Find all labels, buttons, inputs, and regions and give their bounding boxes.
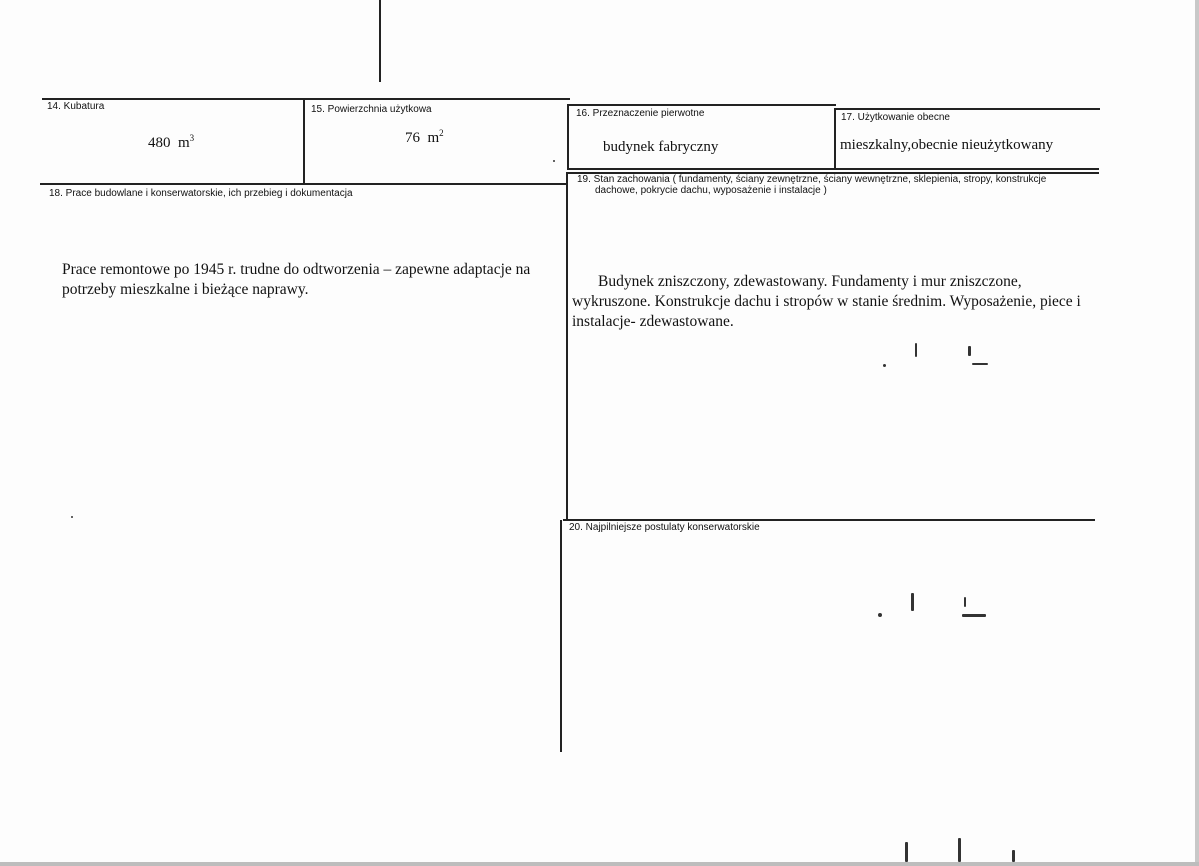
field-14-label: 14. Kubatura bbox=[47, 101, 105, 112]
field-20-label: 20. Najpilniejsze postulaty konserwatorskie bbox=[569, 522, 760, 533]
scan-speck bbox=[883, 364, 886, 367]
field-19-value: Budynek zniszczony, zdewastowany. Fundamenty i mur zniszczone, wykruszone. Konstrukcje dachu i stropów w stanie średnim. Wyposażenie, piece i instalacje- zdewastowane. bbox=[572, 273, 1081, 330]
rule-16 bbox=[568, 104, 836, 106]
scan-edge-bottom bbox=[0, 862, 1199, 866]
field-19-label-line2: dachowe, pokrycie dachu, wyposażenie i instalacje ) bbox=[595, 185, 827, 196]
field-16-value: budynek fabryczny bbox=[603, 139, 719, 155]
scan-speck bbox=[958, 838, 961, 862]
scan-speck bbox=[911, 593, 914, 611]
field-18-value: Prace remontowe po 1945 r. trudne do odtworzenia – zapewne adaptacje na potrzeby mieszkalne i bieżące naprawy. bbox=[62, 261, 531, 298]
scan-edge-right bbox=[1195, 0, 1199, 866]
scan-speck bbox=[968, 346, 971, 356]
top-divider bbox=[379, 0, 381, 82]
rule-16-17-bottom bbox=[567, 168, 1099, 170]
scan-speck bbox=[553, 160, 555, 162]
scan-speck bbox=[972, 363, 988, 365]
field-15-label: 15. Powierzchnia użytkowa bbox=[311, 104, 432, 115]
scan-speck bbox=[71, 516, 73, 518]
center-divider-lower bbox=[560, 520, 562, 752]
divider-14-15 bbox=[303, 99, 305, 183]
field-15-value: 76 $m^2$ bbox=[405, 128, 444, 146]
scan-speck bbox=[1012, 850, 1015, 862]
field-14-value: 480 $m^3$ bbox=[148, 133, 195, 151]
scan-speck bbox=[962, 614, 986, 617]
scan-speck bbox=[905, 842, 908, 862]
rule-17 bbox=[834, 108, 1100, 110]
field-18-label: 18. Prace budowlane i konserwatorskie, ich przebieg i dokumentacja bbox=[49, 188, 353, 199]
scan-speck bbox=[964, 597, 966, 607]
field-17-value: mieszkalny,obecnie nieużytkowany bbox=[840, 137, 1054, 153]
rule-14-15 bbox=[42, 98, 570, 100]
divider-16-17 bbox=[834, 108, 836, 168]
center-divider bbox=[566, 172, 568, 520]
field-17-label: 17. Użytkowanie obecne bbox=[841, 112, 950, 123]
scan-speck bbox=[915, 343, 917, 357]
rule-18 bbox=[40, 183, 568, 185]
field-16-label: 16. Przeznaczenie pierwotne bbox=[576, 108, 705, 119]
rule-20 bbox=[563, 519, 1095, 521]
field-19-label-line1: 19. Stan zachowania ( fundamenty, ściany zewnętrzne, ściany wewnętrzne, sklepienia, stropy, konstrukcje bbox=[577, 174, 1047, 185]
divider-15-16 bbox=[567, 104, 569, 170]
scan-speck bbox=[878, 613, 882, 617]
